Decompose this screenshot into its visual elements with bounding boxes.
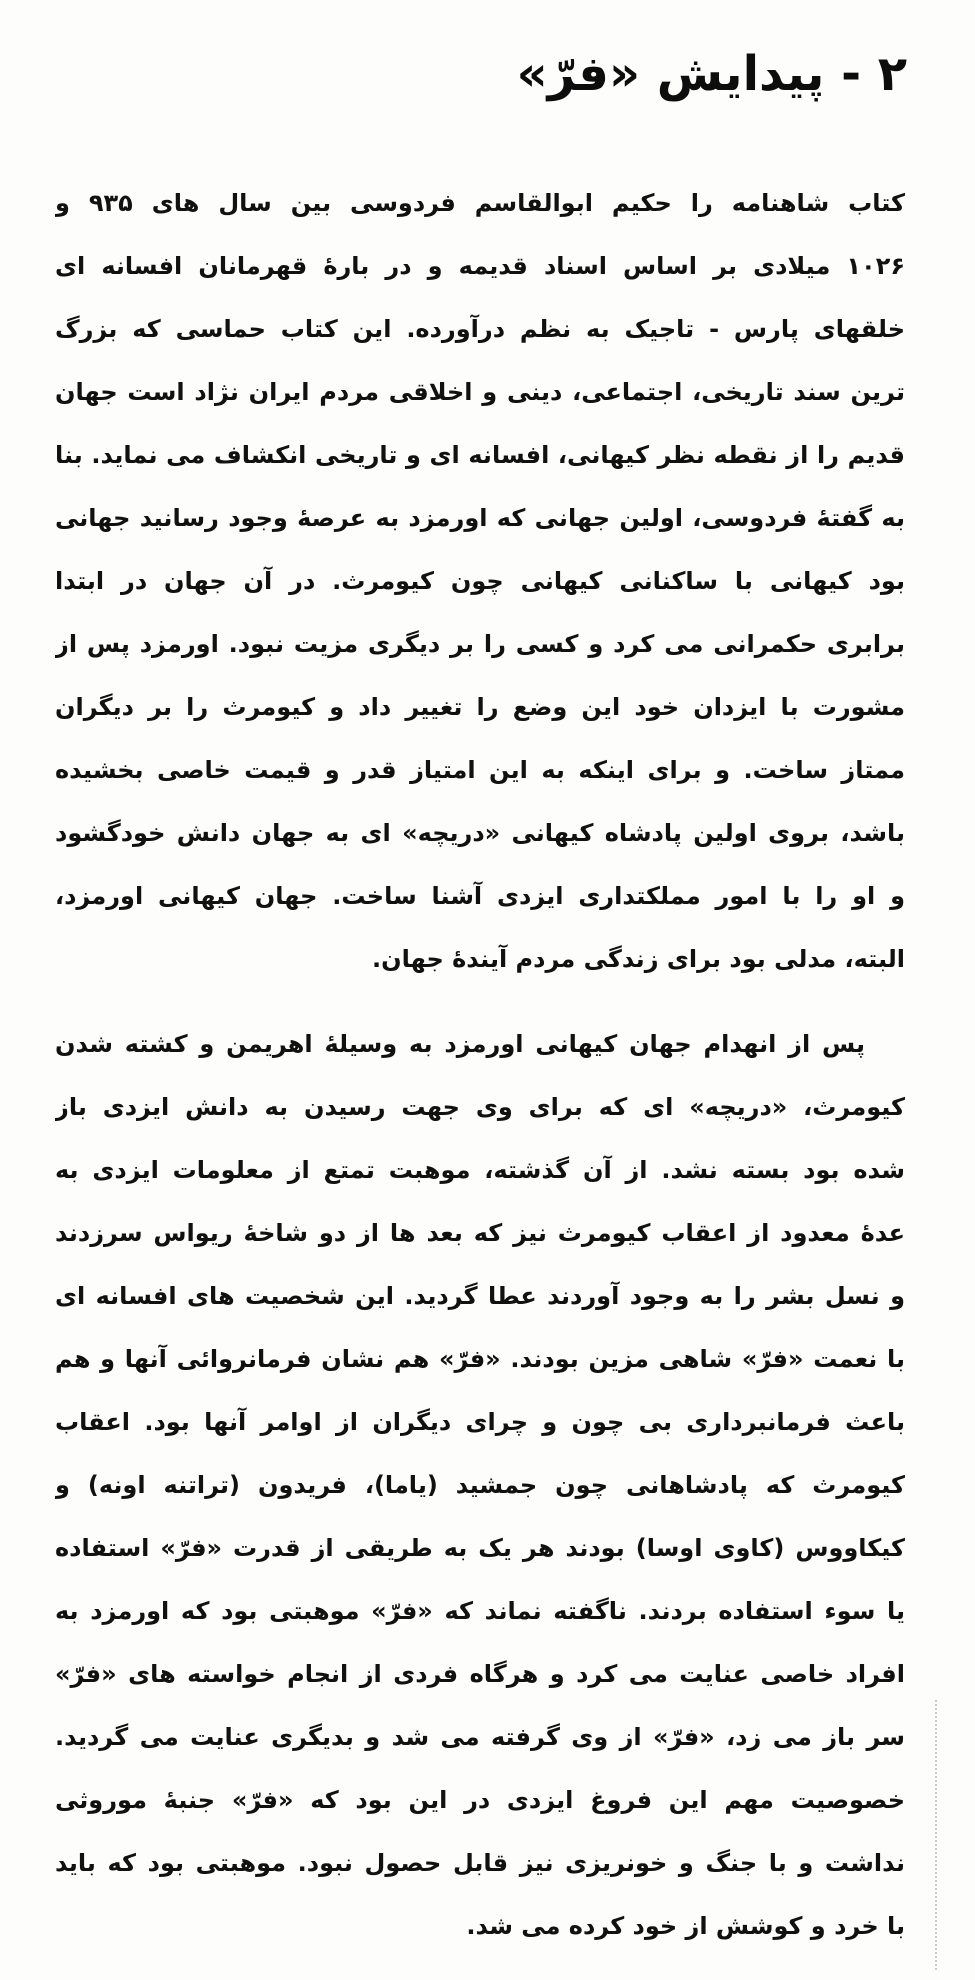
text-line: ممتاز ساخت. و برای اینکه به این امتیاز قدر و قیمت خاصی بخشیده [55,756,905,784]
text-line: قدیم را از نقطه نظر کیهانی، افسانه ای و تاریخی انکشاف می نماید. بنا [55,441,905,469]
text-line: نداشت و با جنگ و خونریزی نیز قابل حصول نبود. موهبتی بود که باید [55,1849,905,1877]
paragraph-2 [55,1013,905,1958]
chapter-title: ۲ - پیدایش «فرّ» [516,46,907,102]
page-edge-dots [935,1700,937,1970]
text-line: خلقهای پارس - تاجیک به نظم درآورده. این کتاب حماسی که بزرگ [55,315,905,343]
text-line: باعث فرمانبرداری بی چون و چرای دیگران از اوامر آنها بود. اعقاب [55,1408,905,1436]
text-line: بود کیهانی با ساکنانی کیهانی چون کیومرث. در آن جهان در ابتدا [55,567,905,595]
text-line: کیکاووس (کاوی اوسا) بودند هر یک به طریقی از قدرت «فرّ» استفاده [55,1534,905,1562]
text-line: کتاب شاهنامه را حکیم ابوالقاسم فردوسی بین سال های ۹۳۵ و [55,189,905,217]
text-line: سر باز می زد، «فرّ» از وی گرفته می شد و بدیگری عنایت می گردید. [55,1723,905,1751]
text-line: با نعمت «فرّ» شاهی مزین بودند. «فرّ» هم نشان فرمانروائی آنها و هم [55,1345,905,1373]
text-line: و نسل بشر را به وجود آوردند عطا گردید. این شخصیت های افسانه ای [55,1282,905,1310]
text-line: کیومرث که پادشاهانی چون جمشید (یاما)، فریدون (تراتنه اونه) و [55,1471,905,1499]
text-line: به گفتهٔ فردوسی، اولین جهانی که اورمزد به عرصهٔ وجود رسانید جهانی [55,504,905,532]
text-line: ترین سند تاریخی، اجتماعی، دینی و اخلاقی مردم ایران نژاد است جهان [55,378,905,406]
text-line: با خرد و کوشش از خود کرده می شد. [466,1912,905,1940]
text-line: البته، مدلی بود برای زندگی مردم آیندهٔ جهان. [372,945,905,973]
paragraph-1 [55,172,905,991]
text-line: پس از انهدام جهان کیهانی اورمزد به وسیلهٔ اهریمن و کشته شدن [55,1030,865,1058]
text-line: خصوصیت مهم این فروغ ایزدی در این بود که «فرّ» جنبهٔ موروثی [55,1786,905,1814]
text-line: باشد، بروی اولین پادشاه کیهانی «دریچه» ای به جهان دانش خودگشود [55,819,905,847]
text-line: عدهٔ معدود از اعقاب کیومرث نیز که بعد ها از دو شاخهٔ ریواس سرزدند [55,1219,905,1247]
text-line: و او را با امور مملکتداری ایزدی آشنا ساخت. جهان کیهانی اورمزد، [55,882,905,910]
text-line: شده بود بسته نشد. از آن گذشته، موهبت تمتع از معلومات ایزدی به [55,1156,905,1184]
text-line: کیومرث، «دریچه» ای که برای وی جهت رسیدن به دانش ایزدی باز [55,1093,905,1121]
text-line: مشورت با ایزدان خود این وضع را تغییر داد و کیومرث را بر دیگران [55,693,905,721]
text-line: یا سوء استفاده بردند. ناگفته نماند که «فرّ» موهبتی بود که اورمزد به [55,1597,905,1625]
text-line: افراد خاصی عنایت می کرد و هرگاه فردی از انجام خواسته های «فرّ» [55,1660,905,1688]
text-line: برابری حکمرانی می کرد و کسی را بر دیگری مزیت نبود. اورمزد پس از [55,630,905,658]
text-line: ۱۰۲۶ میلادی بر اساس اسناد قدیمه و در بارهٔ قهرمانان افسانه ای [55,252,905,280]
